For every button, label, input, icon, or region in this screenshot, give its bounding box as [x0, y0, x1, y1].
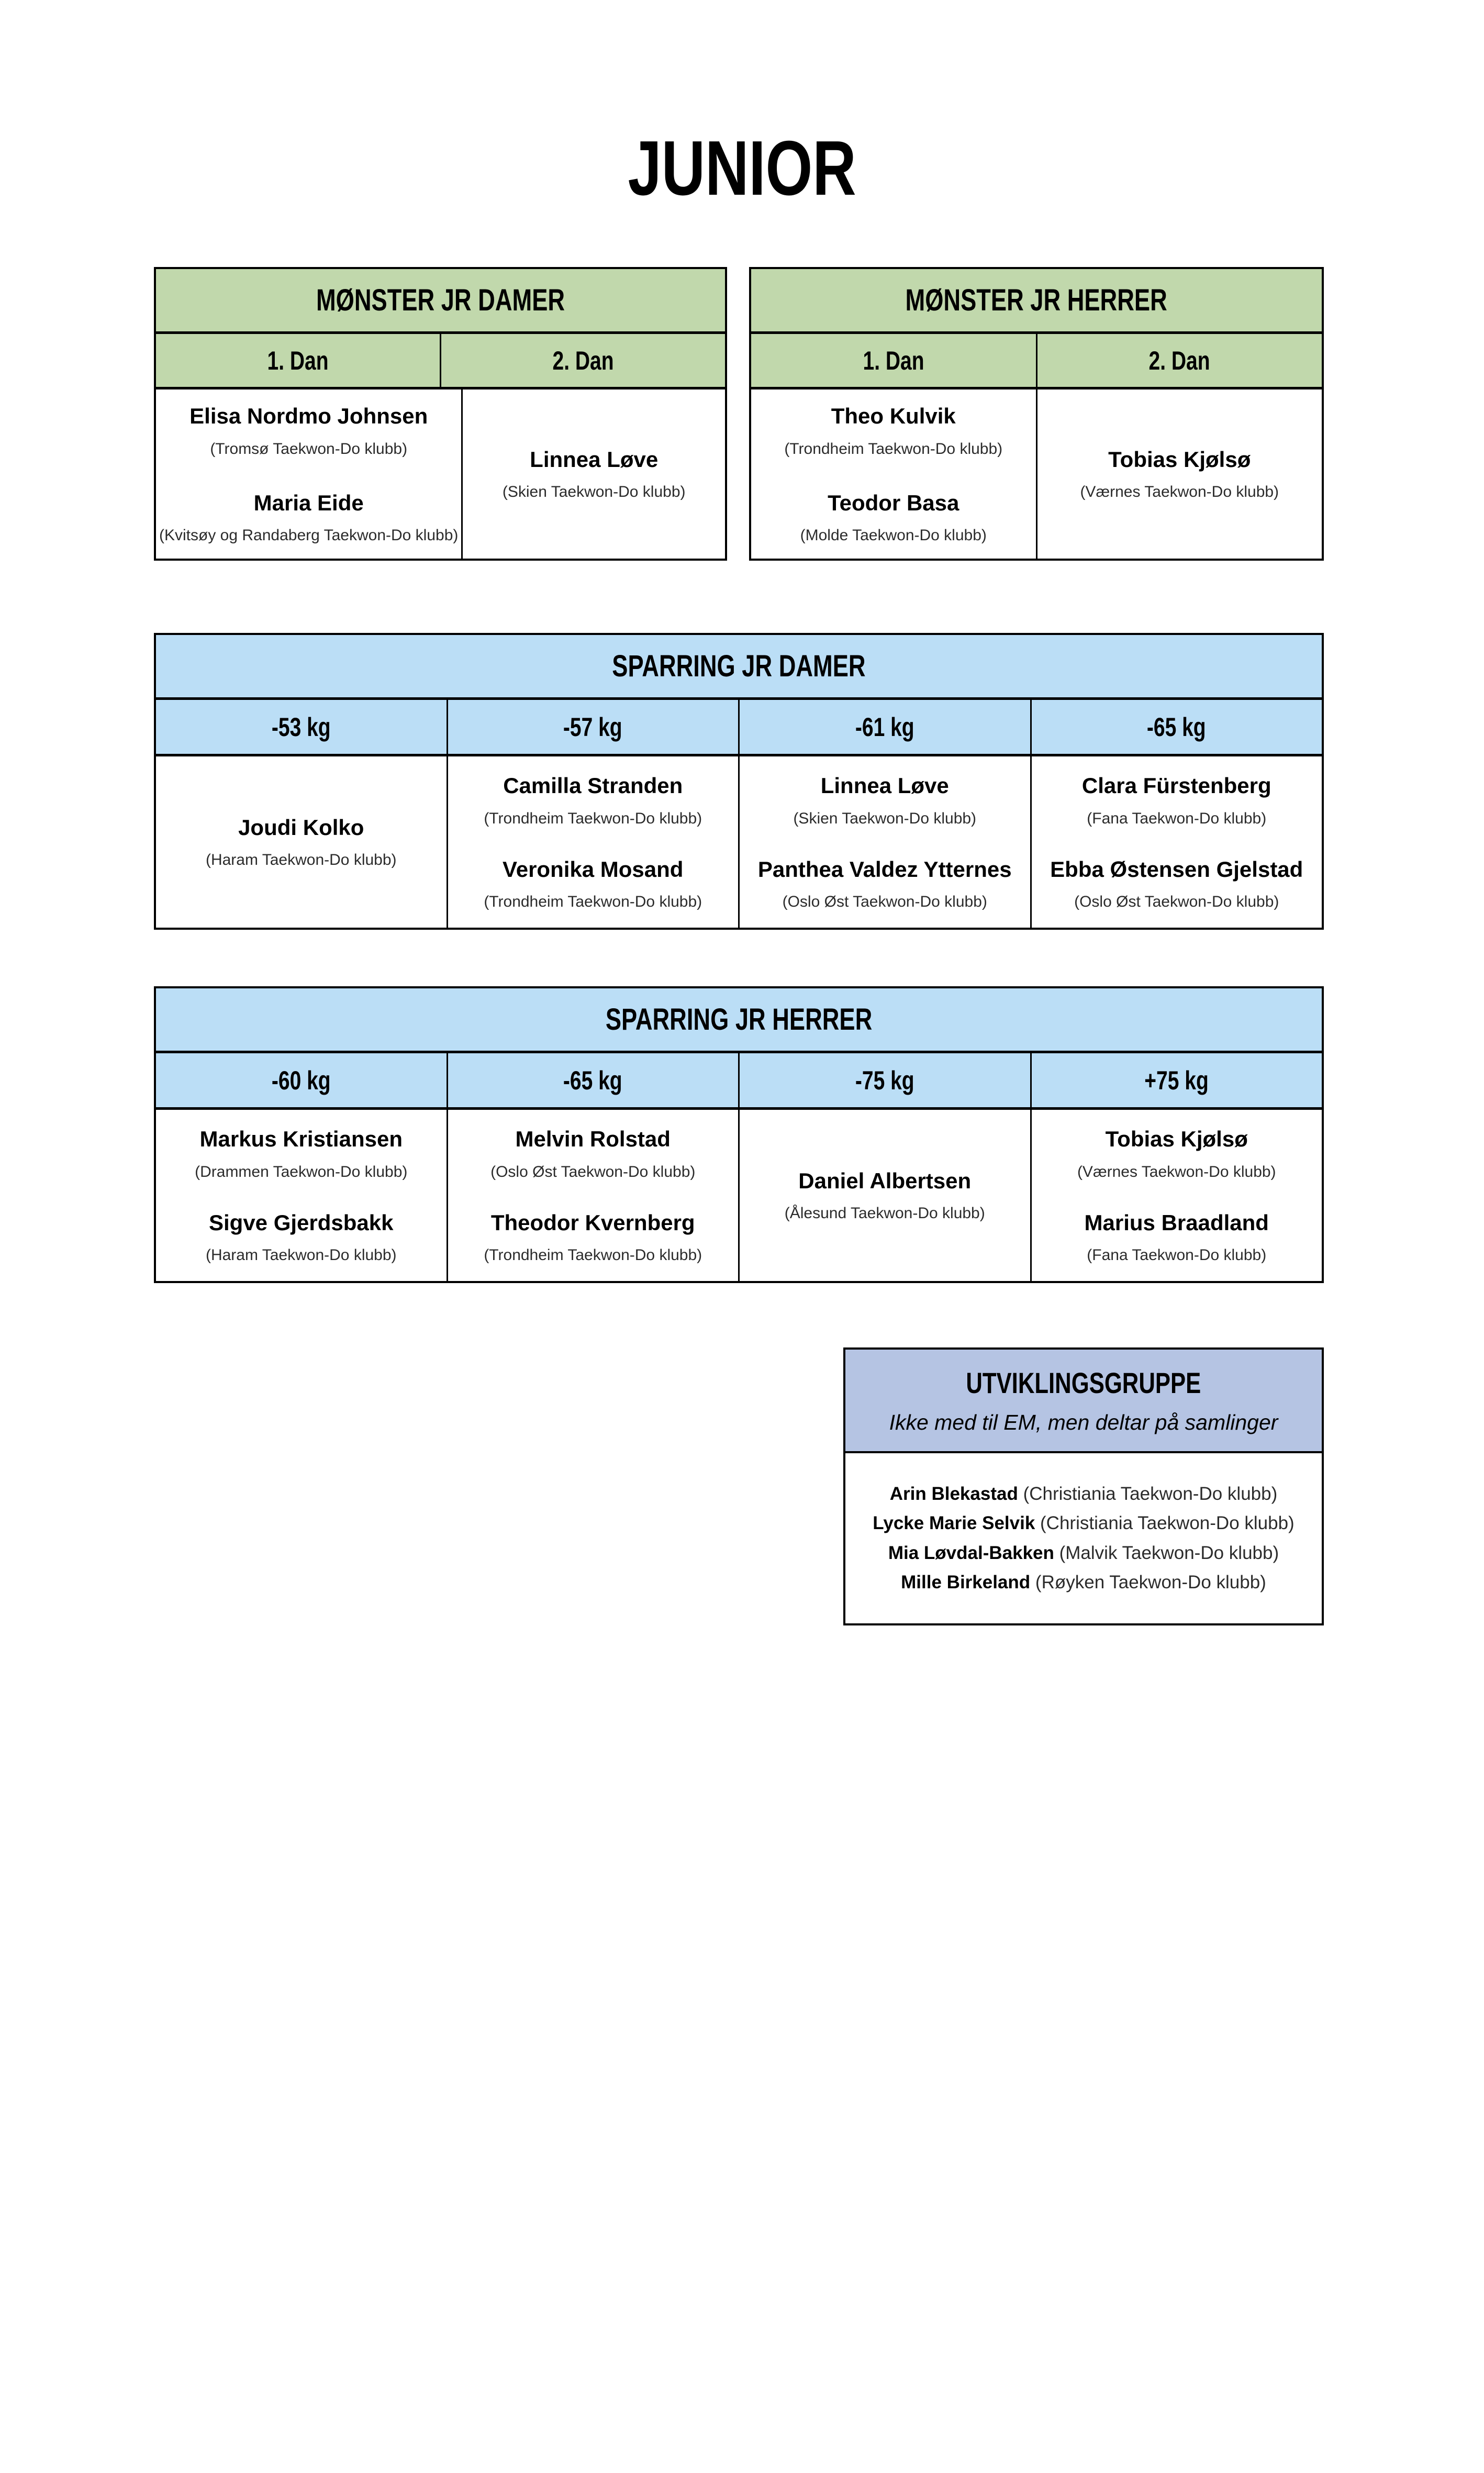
athlete-entry — [484, 1211, 702, 1264]
athlete-club: (Trondheim Taekwon-Do klubb) — [484, 893, 702, 910]
athlete-name: Tobias Kjølsø — [1108, 447, 1251, 472]
athlete-club: (Kvitsøy og Randaberg Taekwon-Do klubb) — [159, 526, 459, 544]
athlete-name: Ebba Østensen Gjelstad — [1050, 856, 1303, 882]
athlete-name: Joudi Kolko — [238, 815, 364, 840]
table-title-sparring-jr-damer — [156, 635, 1322, 700]
member-name: Mille Birkeland — [901, 1572, 1031, 1592]
athlete-entry — [206, 816, 397, 868]
athlete-entry — [1082, 774, 1271, 827]
utviklingsgruppe-header — [845, 1350, 1322, 1453]
athlete-club: (Haram Taekwon-Do klubb) — [205, 1246, 397, 1264]
member-club: (Røyken Taekwon-Do klubb) — [1035, 1572, 1266, 1592]
cell-minus-65kg — [1030, 756, 1322, 928]
cell-1-dan — [156, 389, 461, 559]
column-header-minus-65kg: -65 kg — [1030, 700, 1322, 754]
member-name: Arin Blekastad — [889, 1484, 1018, 1504]
column-header-minus-57kg: -57 kg — [447, 700, 739, 754]
column-header-row — [156, 700, 1322, 756]
page-title — [0, 125, 1484, 211]
utviklingsgruppe-body — [845, 1453, 1322, 1623]
column-header-minus-75kg: -75 kg — [738, 1053, 1030, 1107]
athlete-entry — [793, 774, 976, 827]
column-header-2-dan: 2. Dan — [440, 334, 725, 387]
table-title-monster-jr-herrer — [751, 269, 1322, 334]
athlete-club: (Fana Taekwon-Do klubb) — [1087, 1246, 1267, 1264]
athlete-name: Linnea Løve — [820, 773, 949, 798]
table-title-text: SPARRING JR HERRER — [605, 1002, 873, 1037]
athlete-entry — [800, 491, 987, 544]
column-header-1-dan: 1. Dan — [267, 346, 329, 375]
table-body — [156, 756, 1322, 928]
athlete-club: (Molde Taekwon-Do klubb) — [800, 526, 987, 544]
athlete-name: Marius Braadland — [1084, 1210, 1269, 1235]
athlete-club: (Skien Taekwon-Do klubb) — [502, 483, 686, 501]
athlete-entry — [785, 1169, 985, 1222]
member-name: Mia Løvdal-Bakken — [888, 1542, 1054, 1563]
athlete-club: (Tromsø Taekwon-Do klubb) — [210, 440, 408, 458]
utviklingsgruppe-table — [843, 1347, 1324, 1625]
athlete-club: (Værnes Taekwon-Do klubb) — [1080, 483, 1279, 501]
column-header-2-dan: 2. Dan — [1036, 334, 1322, 387]
athlete-entry — [1050, 857, 1303, 910]
member-club: (Christiania Taekwon-Do klubb) — [1023, 1484, 1278, 1504]
sparring-jr-damer-table — [154, 633, 1324, 930]
cell-minus-53kg — [156, 756, 447, 928]
athlete-club: (Oslo Øst Taekwon-Do klubb) — [490, 1163, 696, 1180]
athlete-entry — [189, 404, 428, 457]
athlete-name: Linnea Løve — [530, 447, 659, 472]
table-body — [751, 389, 1322, 559]
athlete-entry — [490, 1127, 695, 1180]
page-title-text: JUNIOR — [628, 125, 856, 211]
cell-plus-75kg — [1030, 1110, 1322, 1281]
cell-2-dan — [1036, 389, 1322, 559]
athlete-name: Clara Fürstenberg — [1081, 773, 1271, 798]
table-body — [156, 1110, 1322, 1281]
column-header-minus-61kg: -61 kg — [738, 700, 1030, 754]
athlete-entry — [758, 857, 1012, 910]
athlete-entry — [784, 404, 1002, 457]
athlete-club: (Skien Taekwon-Do klubb) — [793, 809, 977, 827]
member-row — [890, 1484, 1278, 1505]
member-row — [873, 1513, 1294, 1534]
athlete-club: (Oslo Øst Taekwon-Do klubb) — [782, 893, 987, 910]
column-header-row — [751, 334, 1322, 389]
athlete-club: (Trondheim Taekwon-Do klubb) — [484, 809, 702, 827]
athlete-club: (Drammen Taekwon-Do klubb) — [195, 1163, 408, 1180]
utviklingsgruppe-subtitle: Ikke med til EM, men deltar på samlinger — [889, 1410, 1278, 1434]
column-header-1-dan: 1. Dan — [863, 346, 924, 375]
athlete-name: Daniel Albertsen — [798, 1168, 972, 1193]
athlete-entry — [484, 774, 702, 827]
athlete-name: Sigve Gjerdsbakk — [208, 1210, 394, 1235]
member-row — [888, 1543, 1279, 1564]
monster-jr-damer-table — [154, 267, 727, 561]
table-title-text: MØNSTER JR HERRER — [905, 283, 1168, 317]
athlete-name: Elisa Nordmo Johnsen — [189, 404, 428, 429]
athlete-club: (Værnes Taekwon-Do klubb) — [1077, 1163, 1276, 1180]
cell-2-dan — [461, 389, 725, 559]
athlete-club: (Fana Taekwon-Do klubb) — [1087, 809, 1267, 827]
athlete-entry — [1080, 448, 1279, 500]
athlete-name: Camilla Stranden — [503, 773, 683, 798]
column-header-minus-60kg: -60 kg — [271, 1065, 331, 1095]
table-title-text: MØNSTER JR DAMER — [316, 283, 565, 317]
table-title-sparring-jr-herrer — [156, 988, 1322, 1053]
athlete-name: Melvin Rolstad — [515, 1127, 671, 1152]
member-row — [901, 1572, 1266, 1593]
athlete-entry — [1085, 1211, 1269, 1264]
cell-minus-75kg — [738, 1110, 1030, 1281]
athlete-club: (Haram Taekwon-Do klubb) — [205, 851, 397, 869]
member-club: (Christiania Taekwon-Do klubb) — [1040, 1513, 1295, 1534]
athlete-entry — [195, 1127, 407, 1180]
athlete-name: Maria Eide — [253, 490, 364, 515]
cell-1-dan — [751, 389, 1036, 559]
cell-minus-65kg — [447, 1110, 739, 1281]
athlete-entry — [503, 448, 686, 500]
athlete-entry — [1077, 1127, 1276, 1180]
table-title-monster-jr-damer — [156, 269, 725, 334]
athlete-club: (Oslo Øst Taekwon-Do klubb) — [1074, 893, 1279, 910]
column-header-row — [156, 1053, 1322, 1110]
athlete-club: (Trondheim Taekwon-Do klubb) — [484, 1246, 702, 1264]
athlete-name: Tobias Kjølsø — [1105, 1127, 1248, 1152]
sparring-jr-herrer-table — [154, 986, 1324, 1283]
athlete-entry — [206, 1211, 397, 1264]
table-body — [156, 389, 725, 559]
member-name: Lycke Marie Selvik — [873, 1513, 1035, 1534]
column-header-minus-65kg: -65 kg — [447, 1053, 739, 1107]
athlete-name: Panthea Valdez Ytternes — [757, 856, 1012, 882]
athlete-name: Markus Kristiansen — [199, 1127, 403, 1152]
column-header-minus-53kg: -53 kg — [271, 712, 331, 742]
athlete-name: Teodor Basa — [828, 490, 959, 515]
table-title-text: SPARRING JR DAMER — [612, 649, 866, 683]
athlete-name: Theo Kulvik — [831, 404, 956, 429]
athlete-entry — [484, 857, 702, 910]
cell-minus-57kg — [447, 756, 739, 928]
athlete-name: Veronika Mosand — [503, 856, 684, 882]
member-club: (Malvik Taekwon-Do klubb) — [1059, 1542, 1279, 1563]
athlete-club: (Trondheim Taekwon-Do klubb) — [784, 440, 1003, 458]
cell-minus-61kg — [738, 756, 1030, 928]
athlete-club: (Ålesund Taekwon-Do klubb) — [784, 1205, 985, 1222]
utviklingsgruppe-title: UTVIKLINGSGRUPPE — [966, 1366, 1201, 1399]
cell-minus-60kg — [156, 1110, 447, 1281]
monster-jr-herrer-table — [749, 267, 1324, 561]
column-header-plus-75kg: +75 kg — [1030, 1053, 1322, 1107]
athlete-entry — [159, 491, 458, 544]
athlete-name: Theodor Kvernberg — [490, 1210, 695, 1235]
column-header-row — [156, 334, 725, 389]
